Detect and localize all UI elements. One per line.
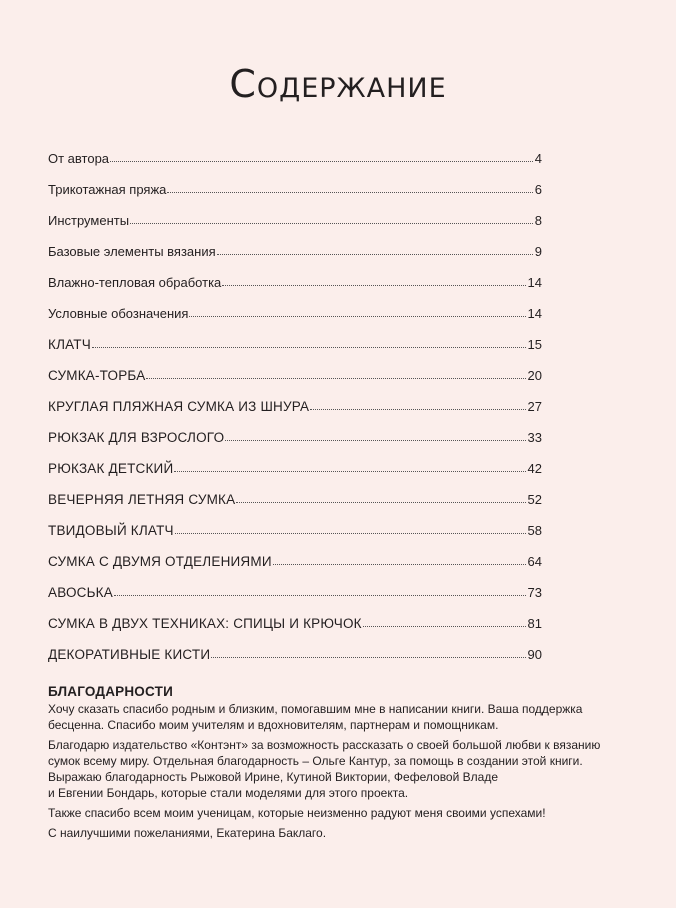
toc-entry <box>48 645 542 676</box>
dot-leader <box>211 656 525 658</box>
toc-entry-label: Условные обозначения <box>48 306 189 321</box>
dot-leader <box>114 594 526 596</box>
toc-entry-label: ВЕЧЕРНЯЯ ЛЕТНЯЯ СУМКА <box>48 492 236 507</box>
toc-entry-label: ТВИДОВЫЙ КЛАТЧ <box>48 523 174 538</box>
dot-leader <box>130 222 533 224</box>
dot-leader <box>110 160 533 162</box>
acknowledgements <box>48 684 608 845</box>
toc-entry <box>48 490 542 521</box>
dot-leader <box>189 315 525 317</box>
dot-leader <box>236 501 525 503</box>
toc-entry <box>48 335 542 366</box>
toc-entry-page: 52 <box>527 492 542 507</box>
toc-entry <box>48 180 542 211</box>
page-title: Содержание <box>229 62 447 106</box>
toc-entry-page: 8 <box>534 213 542 228</box>
toc-entry-label: АВОСЬКА <box>48 585 113 600</box>
dot-leader <box>92 346 526 348</box>
toc-entry-page: 9 <box>534 244 542 259</box>
toc-entry-label: РЮКЗАК ДЛЯ ВЗРОСЛОГО <box>48 430 225 445</box>
toc-entry-page: 58 <box>527 523 542 538</box>
dot-leader <box>225 439 525 441</box>
toc-entry-page: 90 <box>527 647 542 662</box>
dot-leader <box>174 470 525 472</box>
toc-entry-label: РЮКЗАК ДЕТСКИЙ <box>48 461 174 476</box>
toc-entry-label: СУМКА С ДВУМЯ ОТДЕЛЕНИЯМИ <box>48 554 272 569</box>
toc-entry-page: 4 <box>534 151 542 166</box>
dot-leader <box>217 253 533 255</box>
table-of-contents <box>48 149 542 676</box>
toc-entry-page: 64 <box>527 554 542 569</box>
toc-entry <box>48 273 542 304</box>
dot-leader <box>310 408 525 410</box>
toc-entry <box>48 459 542 490</box>
toc-entry-label: СУМКА-ТОРБА <box>48 368 146 383</box>
toc-entry-label: КЛАТЧ <box>48 337 91 352</box>
toc-entry-page: 14 <box>527 275 542 290</box>
toc-entry <box>48 242 542 273</box>
toc-entry <box>48 614 542 645</box>
acknowledgements-heading: БЛАГОДАРНОСТИ <box>48 684 173 699</box>
toc-entry <box>48 428 542 459</box>
acknowledgements-paragraph: Также спасибо всем моим ученицам, которые неизменно радуют меня своими успехами! <box>48 806 546 820</box>
toc-entry-page: 73 <box>527 585 542 600</box>
toc-entry-label: От автора <box>48 151 110 166</box>
toc-entry-page: 42 <box>527 461 542 476</box>
toc-entry <box>48 304 542 335</box>
toc-entry <box>48 583 542 614</box>
toc-entry <box>48 397 542 428</box>
dot-leader <box>273 563 526 565</box>
toc-entry-label: Базовые элементы вязания <box>48 244 216 259</box>
toc-entry-page: 20 <box>527 368 542 383</box>
acknowledgements-paragraph: Благодарю издательство «Контэнт» за возможность рассказать о своей большой любви к вязанию сумок всему миру. Отдельная благодарность – Ольге Кантур, за помощь в создании этой книги. Выражаю благодарность Рыжовой Ирине, Кутиной Виктории, Фефеловой Владе и Евгении Бондарь, которые стали моделями для этого проекта. <box>48 738 601 800</box>
acknowledgements-signature: С наилучшими пожеланиями, Екатерина Баклаго. <box>48 826 327 840</box>
toc-entry-page: 14 <box>527 306 542 321</box>
toc-entry <box>48 211 542 242</box>
toc-entry <box>48 521 542 552</box>
toc-entry-label: Влажно-тепловая обработка <box>48 275 222 290</box>
toc-entry-page: 33 <box>527 430 542 445</box>
dot-leader <box>167 191 532 193</box>
toc-entry-label: СУМКА В ДВУХ ТЕХНИКАХ: СПИЦЫ И КРЮЧОК <box>48 616 362 631</box>
toc-entry <box>48 552 542 583</box>
toc-entry-page: 15 <box>527 337 542 352</box>
dot-leader <box>363 625 526 627</box>
dot-leader <box>175 532 526 534</box>
dot-leader <box>222 284 525 286</box>
toc-entry-label: Инструменты <box>48 213 130 228</box>
toc-entry-page: 27 <box>527 399 542 414</box>
toc-entry-label: ДЕКОРАТИВНЫЕ КИСТИ <box>48 647 211 662</box>
toc-entry <box>48 366 542 397</box>
toc-entry-page: 6 <box>534 182 542 197</box>
toc-entry-label: Трикотажная пряжа <box>48 182 167 197</box>
dot-leader <box>146 377 525 379</box>
toc-entry-page: 81 <box>527 616 542 631</box>
toc-entry <box>48 149 542 180</box>
toc-entry-label: КРУГЛАЯ ПЛЯЖНАЯ СУМКА ИЗ ШНУРА <box>48 399 310 414</box>
acknowledgements-paragraph: Хочу сказать спасибо родным и близким, помогавшим мне в написании книги. Ваша поддержка бесценна. Спасибо моим учителям и вдохновителям, партнерам и помощникам. <box>48 702 583 732</box>
